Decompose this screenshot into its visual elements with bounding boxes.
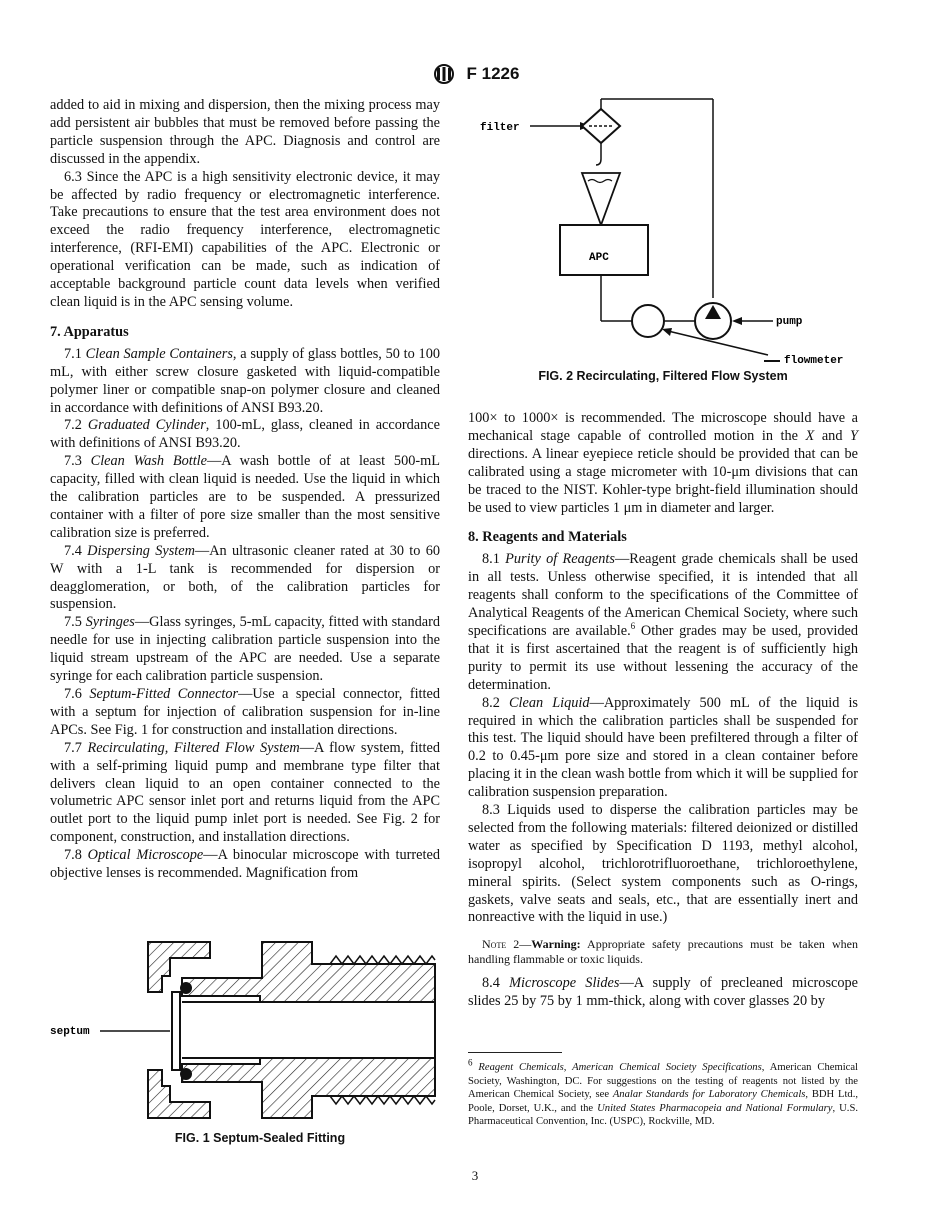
footnote-ref: 6 xyxy=(630,621,636,632)
section-8-heading: 8. Reagents and Materials xyxy=(468,529,627,546)
paragraph-7-6: 7.6 Septum-Fitted Connector—Use a special connector, fitted with a septum for injection of calibration suspension for in-line APCs. See Fig. 1 for construction and installation directions. xyxy=(50,686,440,738)
section-7-heading: 7. Apparatus xyxy=(50,323,129,340)
page-header xyxy=(0,64,950,84)
paragraph-7-8: 7.8 Optical Microscope—A binocular microscope with turreted objective lenses is recommended. Magnification from xyxy=(50,847,440,882)
paragraph-7-2: 7.2 Graduated Cylinder, 100-mL, glass, cleaned in accordance with definitions of ANSI B93.20. xyxy=(50,417,440,452)
figure-2-caption: FIG. 2 Recirculating, Filtered Flow System xyxy=(538,369,788,383)
paragraph-8-1: 8.1 Purity of Reagents—Reagent grade chemicals shall be used in all tests. Unless otherwise specified, it is intended that all reagents shall conform to the specifications of the Committee of Analytical Reagents of the American Chemical Society, where such specifications are available.$^6$ Other grades may be used, provided that it is first ascertained that the reagent is of sufficiently high purity to permit its use without lessening the accuracy of the determination. xyxy=(468,551,858,693)
astm-logo-icon xyxy=(431,64,457,84)
paragraph-8-2: 8.2 Clean Liquid—Approximately 500 mL of the liquid is required in which the calibration particles shall be suspended for this test. The liquid should have been prefiltered through a filter of 0.2 to 0.45-μm pore size and stored in a clean container before placing it in the clean wash bottle from which it will be supplied for calibration suspension preparation. xyxy=(468,694,858,801)
paragraph-8-4: 8.4 Microscope Slides—A supply of precleaned microscope slides 25 by 75 by 1 mm-thick, along with cover glasses 20 by xyxy=(468,975,859,1010)
paragraph-7-4: 7.4 Dispersing System—An ultrasonic cleaner rated at 30 to 60 W with a 1-L tank is recommended for dispersion or deagglomeration, or both, of the calibration particles for suspension. xyxy=(50,542,440,613)
paragraph-cont: added to aid in mixing and dispersion, then the mixing process may add persistent air bubbles that must be removed before passing the particle suspension through the APC. Diagnosis and control are discussed in the appendix. xyxy=(50,97,440,167)
document-designation: F 1226 xyxy=(466,64,520,83)
note-2: Note 2—Warning: Appropriate safety precautions must be taken when handling flammable or toxic liquids. xyxy=(468,937,858,967)
paragraph-7-8-cont: 100× to 1000× is recommended. The microscope should have a mechanical stage capable of controlled motion in the X and Y directions. A linear eyepiece reticle should be provided that can be calibrated using a stage micrometer with 10-μm divisions that can be traced to the NIST. Kohler-type bright-field illumination should be used to view particles 1 μm in diameter and larger. xyxy=(468,410,858,516)
figure-1-septum-fitting xyxy=(50,930,450,1130)
filter-label: filter xyxy=(480,122,520,134)
figure-1-caption: FIG. 1 Septum-Sealed Fitting xyxy=(174,1131,346,1145)
apc-label: APC xyxy=(589,252,609,264)
footnote-divider xyxy=(468,1052,562,1053)
page-number: 3 xyxy=(471,1168,479,1183)
paragraph-7-7: 7.7 Recirculating, Filtered Flow System—A flow system, fitted with a self-priming liquid pump and membrane type filter that delivers clean liquid to an open container connected to the volumetric APC sensor inlet port and returns liquid from the APC outlet port to the liquid pump inlet port is needed. See Fig. 2 for component, construction, and installation directions. xyxy=(50,739,440,846)
flowmeter-label: flowmeter xyxy=(784,355,844,367)
septum-label: septum xyxy=(50,1026,90,1038)
paragraph-6-3: 6.3 Since the APC is a high sensitivity electronic device, it may be affected by radio frequency or electromagnetic interference. Take precautions to ensure that the test area environment does not exceed the radio frequency interference, electromagnetic interference, (RFI-EMI) capabilities of the APC. Electronic or operational verification can be made, such as indication of acceptable background particle count data levels when verified clean liquid is in the APC sensing volume. xyxy=(50,168,440,310)
paragraph-8-3: 8.3 Liquids used to disperse the calibration particles may be selected from the following materials: filtered deionized or distilled water as specified by Specification D 1193, methyl alcohol, isopropyl alcohol, trichlorotrifluoroethane, trichloroethylene, mineral spirits. (Select system components such as O-rings, gaskets, valve seats and seals, etc., that are essentially inert and nonreactive with the liquid in use.) xyxy=(468,802,858,926)
paragraph-7-1: 7.1 Clean Sample Containers, a supply of glass bottles, 50 to 100 mL, with either screw closure gasketed with liquid-compatible polymer liner or compatible snap-on polymer closure and cleaned in accordance with definitions of ANSI B93.20. xyxy=(50,345,440,416)
figure-2-flow-system xyxy=(468,93,858,368)
paragraph-7-3: 7.3 Clean Wash Bottle—A wash bottle of at least 500-mL capacity, filled with clean liquid is needed. Use the liquid in which the calibration particles are to be suspended. A pressurized container with a filter of pore size smaller than the most sensitive calibration size is preferred. xyxy=(50,453,440,541)
left-column xyxy=(50,97,440,883)
paragraph-7-5: 7.5 Syringes—Glass syringes, 5-mL capacity, fitted with standard needle for use in injecting calibration particle suspension into the liquid stream upstream of the APC are needed. Use a separate syringe for each calibration particle suspension. xyxy=(50,614,441,685)
pump-label: pump xyxy=(776,316,803,328)
footnote-6: $^6$ Reagent Chemicals, American Chemical Society Specifications, American Chemical Society, Washington, DC. For suggestions on the testing of reagents not listed by the American Chemical Society, see Analar Standards for Laboratory Chemicals, BDH Ltd., Poole, Dorset, U.K., and the United States Pharmacopeia and National Formulary, U.S. Pharmaceutical Convention, Inc. (USPC), Rockville, MD. xyxy=(468,1057,859,1128)
right-column xyxy=(468,410,858,1011)
